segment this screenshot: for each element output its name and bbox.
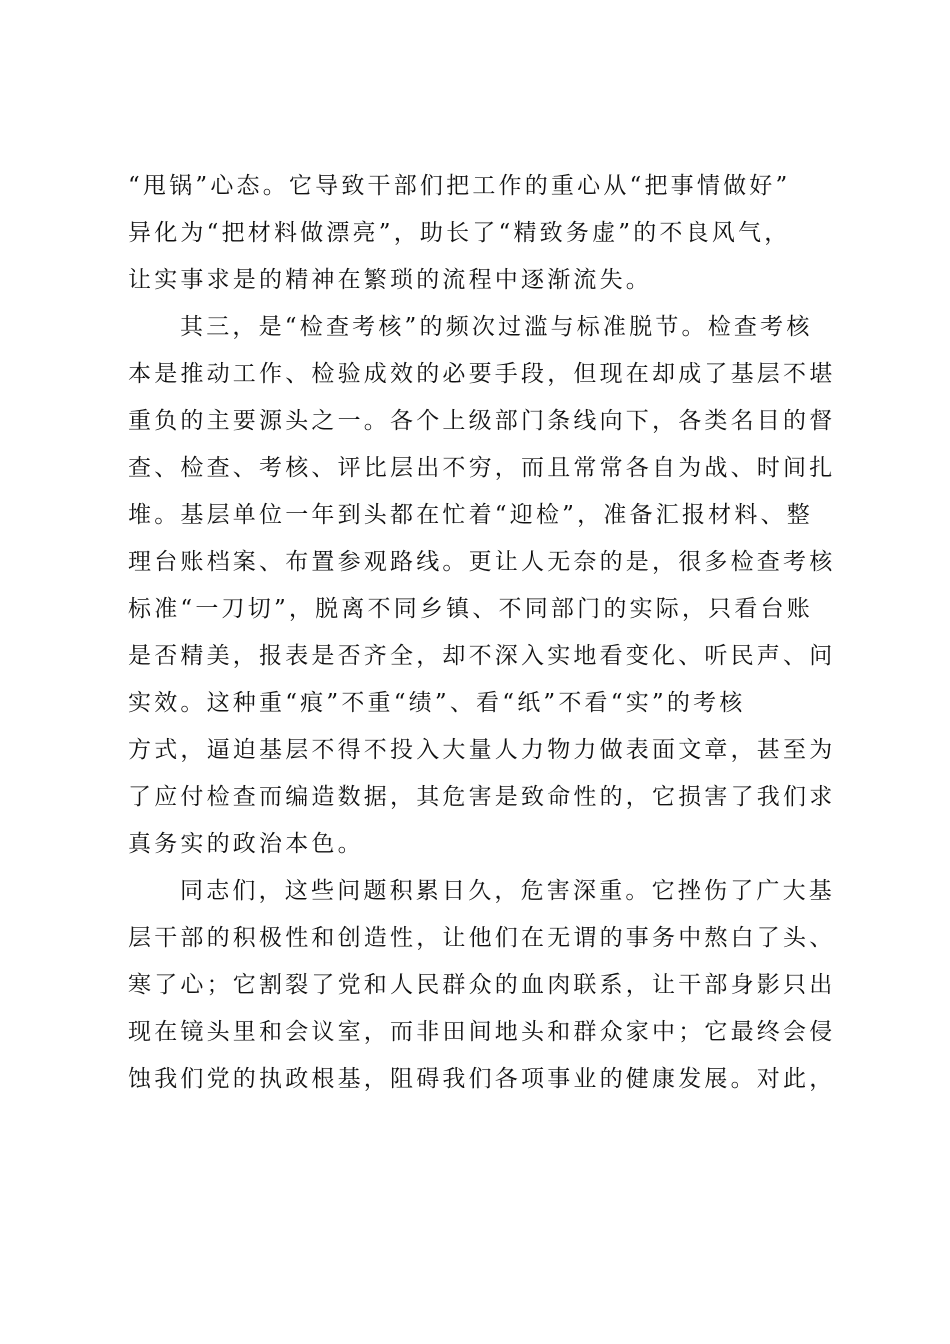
text-line: 现在镜头里和会议室，而非田间地头和群众家中；它最终会侵 [128, 1019, 836, 1045]
text-line: 让实事求是的精神在繁琐的流程中逐渐流失。 [128, 267, 652, 293]
text-line: 是否精美，报表是否齐全，却不深入实地看变化、听民声、问 [128, 643, 836, 669]
text-line: 重负的主要源头之一。各个上级部门条线向下，各类名目的督 [128, 408, 836, 434]
text-line: 同志们，这些问题积累日久，危害深重。它挫伤了广大基 [180, 878, 835, 904]
text-line: 蚀我们党的执政根基，阻碍我们各项事业的健康发展。对此， [128, 1066, 836, 1092]
text-line: 查、检查、考核、评比层出不穷，而且常常各自为战、时间扎 [128, 455, 836, 481]
text-line: 本是推动工作、检验成效的必要手段，但现在却成了基层不堪 [128, 361, 836, 387]
text-line: 异化为“把材料做漂亮”，助长了“精致务虚”的不良风气， [128, 220, 791, 246]
paragraph-1 [128, 163, 828, 304]
text-line: 了应付检查而编造数据，其危害是致命性的，它损害了我们求 [128, 784, 836, 810]
text-line: 实效。这种重“痕”不重“绩”、看“纸”不看“实”的考核 [128, 690, 746, 716]
body-text [128, 163, 836, 1103]
text-line: 真务实的政治本色。 [128, 831, 364, 857]
text-line: 层干部的积极性和创造性，让他们在无谓的事务中熬白了头、 [128, 925, 836, 951]
paragraph-2 [128, 304, 836, 868]
text-line: 其三，是“检查考核”的频次过滥与标准脱节。检查考核 [180, 314, 813, 340]
text-line: 堆。基层单位一年到头都在忙着“迎检”，准备汇报材料、整 [128, 502, 813, 528]
text-line: 方式，逼迫基层不得不投入大量人力物力做表面文章，甚至为 [128, 737, 836, 763]
text-line: “甩锅”心态。它导致干部们把工作的重心从“把事情做好” [128, 173, 791, 199]
text-line: 标准“一刀切”，脱离不同乡镇、不同部门的实际，只看台账 [128, 596, 813, 622]
paragraph-3 [128, 868, 836, 1103]
text-line: 寒了心；它割裂了党和人民群众的血肉联系，让干部身影只出 [128, 972, 836, 998]
text-line: 理台账档案、布置参观路线。更让人无奈的是，很多检查考核 [128, 549, 836, 575]
